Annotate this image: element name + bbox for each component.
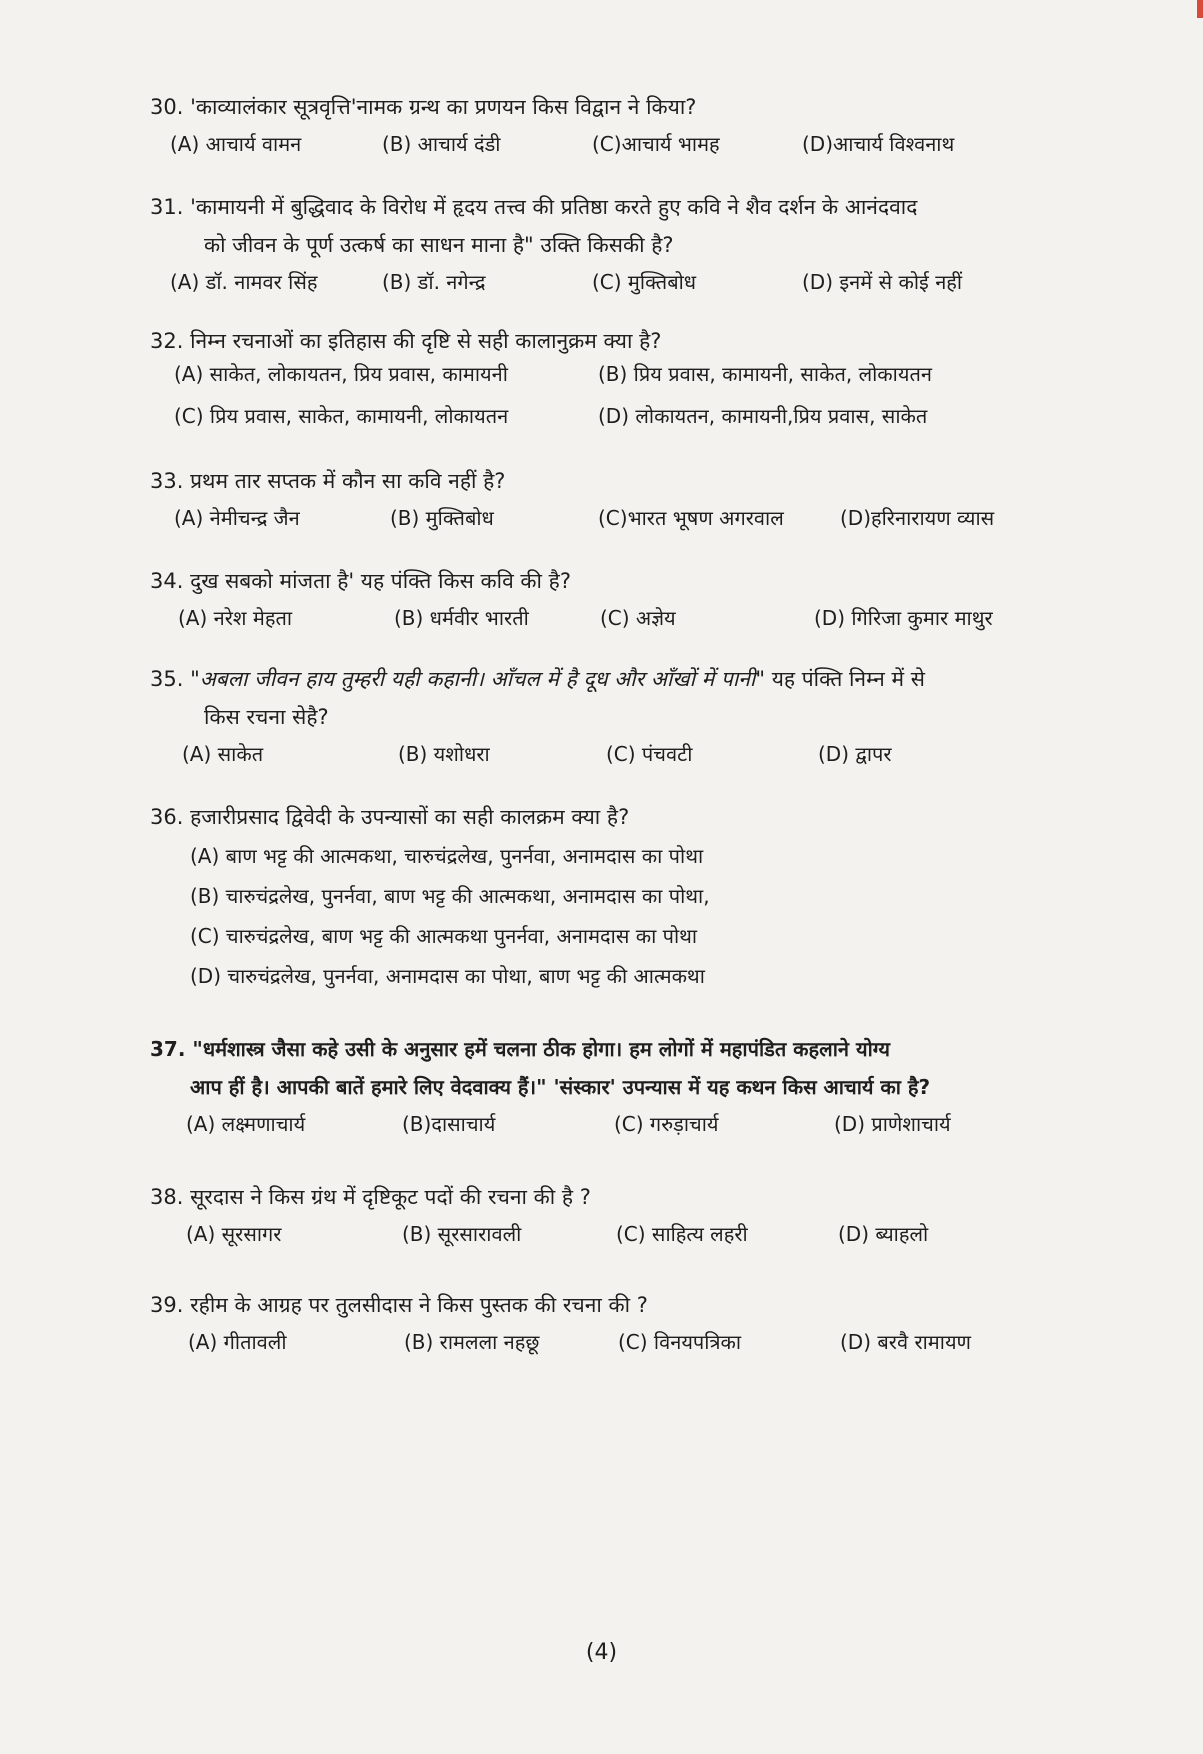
option-d: (D) प्राणेशाचार्य xyxy=(834,1112,951,1136)
question-text-line1: "धर्मशास्त्र जैसा कहे उसी के अनुसार हमें चलना ठीक होगा। हम लोगों में महापंडित कहलाने योग्य xyxy=(192,1037,890,1061)
option-b: (B) मुक्तिबोध xyxy=(390,506,494,530)
question-number: 39. xyxy=(150,1293,184,1317)
option-a: (A) साकेत xyxy=(182,742,264,766)
option-a: (A) आचार्य वामन xyxy=(170,132,302,156)
question-39 xyxy=(150,1286,1170,1368)
question-quote: "अबला जीवन हाय तुम्हरी यही कहानी। आँचल में है दूध और आँखों में पानी" xyxy=(190,667,766,691)
options-row xyxy=(150,740,1170,780)
option-b: (B) चारुचंद्रलेख, पुनर्नवा, बाण भट्ट की आत्मकथा, अनामदास का पोथा, xyxy=(190,884,710,908)
option-c: (C) साहित्य लहरी xyxy=(616,1222,748,1246)
question-text: 'काव्यालंकार सूत्रवृत्ति'नामक ग्रन्थ का प्रणयन किस विद्वान ने किया? xyxy=(190,95,697,119)
option-d: (D) बरवै रामायण xyxy=(840,1330,972,1354)
question-text: निम्न रचनाओं का इतिहास की दृष्टि से सही कालानुक्रम क्या है? xyxy=(190,329,662,353)
option-a: (A) सूरसागर xyxy=(186,1222,282,1246)
option-d: (D) द्वापर xyxy=(818,742,892,766)
option-c: (C)आचार्य भामह xyxy=(592,132,720,156)
option-d: (D) लोकायतन, कामायनी,प्रिय प्रवास, साकेत xyxy=(598,404,928,428)
question-text: हजारीप्रसाद द्विवेदी के उपन्यासों का सही कालक्रम क्या है? xyxy=(190,805,630,829)
option-d: (D)हरिनारायण व्यास xyxy=(840,506,995,530)
question-37 xyxy=(150,1030,1180,1150)
option-d: (D)आचार्य विश्वनाथ xyxy=(802,132,955,156)
option-c: (C) गरुड़ाचार्य xyxy=(614,1112,719,1136)
option-a: (A) नेमीचन्द्र जैन xyxy=(174,506,300,530)
options-row xyxy=(150,130,1170,170)
question-text: यह पंक्ति निम्न में से xyxy=(765,667,925,691)
question-31 xyxy=(150,188,1170,308)
question-34 xyxy=(150,562,1170,644)
option-b: (B)दासाचार्य xyxy=(402,1112,496,1136)
question-text: दुख सबको मांजता है' यह पंक्ति किस कवि की है? xyxy=(190,569,571,593)
option-b: (B) सूरसारावली xyxy=(402,1222,522,1246)
question-number: 33. xyxy=(150,469,184,493)
options-row xyxy=(150,360,1170,402)
option-a: (A) नरेश मेहता xyxy=(178,606,293,630)
question-text-line2: को जीवन के पूर्ण उत्कर्ष का साधन माना है" उक्ति किसकी है? xyxy=(204,233,674,257)
question-32 xyxy=(150,322,1170,444)
question-number: 31. xyxy=(150,195,184,219)
options-row xyxy=(150,1110,1180,1150)
question-number: 38. xyxy=(150,1185,184,1209)
options-row xyxy=(150,504,1170,544)
question-number: 36. xyxy=(150,805,184,829)
options-row xyxy=(150,268,1170,308)
options-row xyxy=(150,1328,1170,1368)
question-text: सूरदास ने किस ग्रंथ में दृष्टिकूट पदों की रचना की है ? xyxy=(190,1185,591,1209)
option-c: (C) अज्ञेय xyxy=(600,606,676,630)
question-38 xyxy=(150,1178,1170,1260)
option-b: (B) रामलला नहछू xyxy=(404,1330,540,1354)
question-text-line2: किस रचना सेहै? xyxy=(204,705,329,729)
option-b: (B) प्रिय प्रवास, कामायनी, साकेत, लोकायतन xyxy=(598,362,932,386)
option-d: (D) इनमें से कोई नहीं xyxy=(802,270,963,294)
option-c: (C) चारुचंद्रलेख, बाण भट्ट की आत्मकथा पुनर्नवा, अनामदास का पोथा xyxy=(190,924,698,948)
option-d: (D) गिरिजा कुमार माथुर xyxy=(814,606,993,630)
option-c: (C)भारत भूषण अगरवाल xyxy=(598,506,784,530)
option-b: (B) धर्मवीर भारती xyxy=(394,606,529,630)
option-a: (A) लक्ष्मणाचार्य xyxy=(186,1112,306,1136)
page-number: (4) xyxy=(585,1640,618,1665)
question-text: प्रथम तार सप्तक में कौन सा कवि नहीं है? xyxy=(190,469,506,493)
option-a: (A) बाण भट्ट की आत्मकथा, चारुचंद्रलेख, पुनर्नवा, अनामदास का पोथा xyxy=(190,844,704,868)
question-35 xyxy=(150,660,1170,780)
question-number: 35. xyxy=(150,667,184,691)
question-number: 34. xyxy=(150,569,184,593)
question-text: रहीम के आग्रह पर तुलसीदास ने किस पुस्तक की रचना की ? xyxy=(190,1293,648,1317)
question-36 xyxy=(150,798,1170,996)
question-number: 37. xyxy=(150,1037,186,1061)
question-text-line2: आप हीं है। आपकी बातें हमारे लिए वेदवाक्य हैं।" 'संस्कार' उपन्यास में यह कथन किस आचार्य का है? xyxy=(190,1075,931,1099)
option-c: (C) प्रिय प्रवास, साकेत, कामायनी, लोकायतन xyxy=(174,404,509,428)
option-b: (B) डॉ. नगेन्द्र xyxy=(382,270,486,294)
option-d: (D) चारुचंद्रलेख, पुनर्नवा, अनामदास का पोथा, बाण भट्ट की आत्मकथा xyxy=(190,964,705,988)
edge-mark xyxy=(1197,0,1203,18)
options-row xyxy=(150,1220,1170,1260)
option-c: (C) विनयपत्रिका xyxy=(618,1330,742,1354)
option-d: (D) ब्याहलो xyxy=(838,1222,929,1246)
question-number: 30. xyxy=(150,95,184,119)
options-row xyxy=(150,604,1170,644)
option-b: (B) आचार्य दंडी xyxy=(382,132,501,156)
option-a: (A) डॉ. नामवर सिंह xyxy=(170,270,318,294)
question-text-line1: 'कामायनी में बुद्धिवाद के विरोध में हृदय तत्त्व की प्रतिष्ठा करते हुए कवि ने शैव दर्शन के आनंदवाद xyxy=(190,195,918,219)
option-c: (C) पंचवटी xyxy=(606,742,693,766)
option-c: (C) मुक्तिबोध xyxy=(592,270,697,294)
option-a: (A) गीतावली xyxy=(188,1330,287,1354)
options-row xyxy=(150,402,1170,444)
question-33 xyxy=(150,462,1170,544)
question-number: 32. xyxy=(150,329,184,353)
option-b: (B) यशोधरा xyxy=(398,742,490,766)
option-a: (A) साकेत, लोकायतन, प्रिय प्रवास, कामायनी xyxy=(174,362,508,386)
question-30 xyxy=(150,88,1170,170)
